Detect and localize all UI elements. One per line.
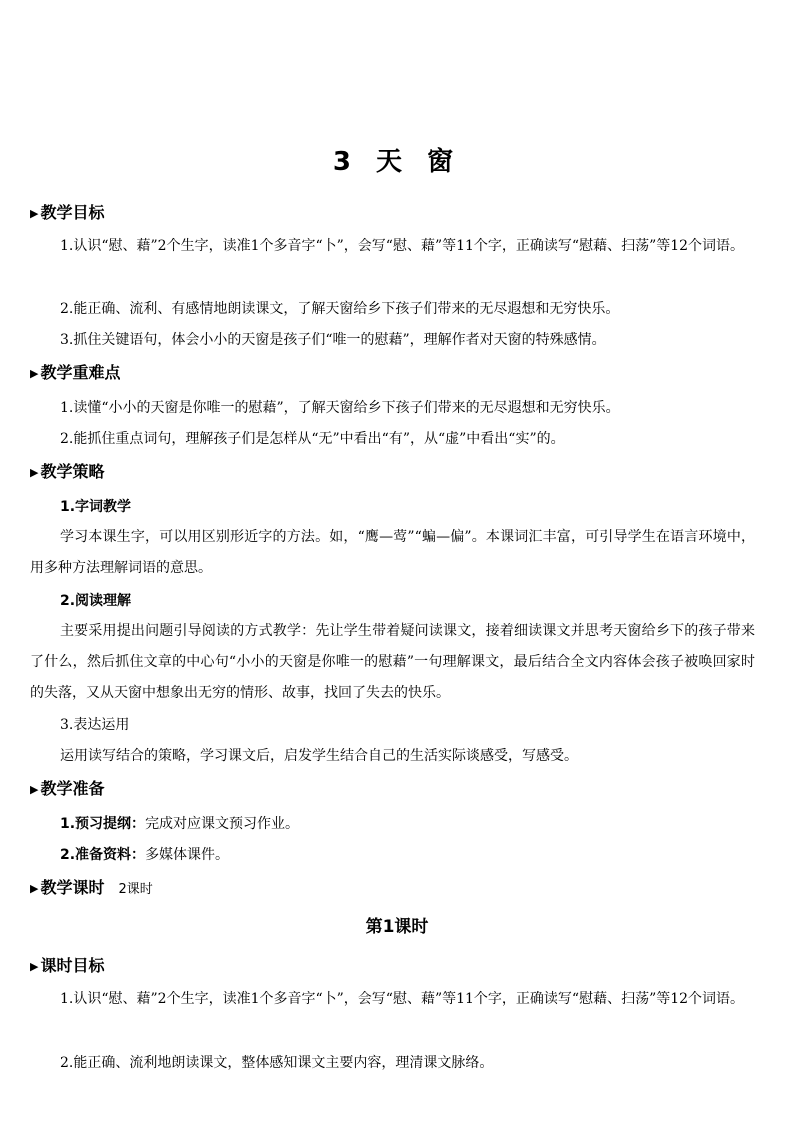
triangle-right-icon: ▶: [30, 466, 39, 479]
strategy-text-1: 学习本课生字，可以用区别形近字的方法。如，“鹰—莺”“蝙—偏”。本课词汇丰富，可引导学生在语言环境中，用多种方法理解词语的意思。: [30, 529, 755, 576]
hours-value: 2课时: [118, 882, 153, 897]
key-point-item-2: 2.能抓住重点词句，理解孩子们是怎样从“无”中看出“有”，从“虚”中看出“实”的。: [60, 431, 565, 447]
strategy-subheading-3: [60, 713, 129, 737]
triangle-right-icon: ▶: [30, 367, 39, 380]
strategy-subheading-2: [60, 589, 131, 613]
triangle-right-icon: ▶: [30, 882, 39, 895]
lesson-goal-item-1: 1.认识“慰、藉”2个生字，读准1个多音字“卜”，会写“慰、藉”等11个字，正确读写“慰藉、扫荡”等12个词语。: [60, 991, 745, 1007]
triangle-right-icon: ▶: [30, 783, 39, 796]
section-heading-label: 课时目标: [40, 956, 105, 975]
section-heading-label: 教学目标: [40, 203, 105, 222]
preparation-text: 多媒体课件。: [145, 847, 230, 863]
page-title: 3 天 窗: [332, 147, 462, 177]
triangle-right-icon: ▶: [30, 207, 39, 220]
preparation-label: 1.预习提纲：: [60, 816, 146, 832]
subheading-label: 1.字词教学: [60, 499, 132, 515]
section-heading-lesson-goals: [30, 954, 104, 979]
triangle-right-icon: ▶: [30, 960, 39, 973]
section-heading-preparation: [30, 777, 104, 802]
preparation-label: 2.准备资料：: [60, 847, 146, 863]
preparation-item-1: [60, 812, 299, 836]
section-heading-label: 教学准备: [40, 779, 105, 798]
goal-item-1: 1.认识“慰、藉”2个生字，读准1个多音字“卜”，会写“慰、藉”等11个字，正确读写“慰藉、扫荡”等12个词语。: [60, 238, 745, 254]
preparation-text: 完成对应课文预习作业。: [145, 816, 300, 832]
section-heading-key-points: [30, 361, 120, 386]
lesson-title: 第1课时: [365, 917, 429, 937]
strategy-subheading-1: [60, 495, 131, 519]
section-heading-label: 教学课时: [40, 878, 105, 897]
subheading-label: 3.表达运用: [60, 717, 130, 733]
preparation-item-2: [60, 843, 229, 867]
goal-item-2: 2.能正确、流利、有感情地朗读课文，了解天窗给乡下孩子们带来的无尽遐想和无穷快乐。: [60, 301, 620, 317]
section-heading-goals: [30, 201, 104, 226]
strategy-text-3: 运用读写结合的策略，学习课文后，启发学生结合自己的生活实际谈感受，写感受。: [60, 748, 578, 764]
strategy-text-2: 主要采用提出问题引导阅读的方式教学：先让学生带着疑问读课文，接着细读课文并思考天窗给乡下的孩子带来了什么，然后抓住文章的中心句“小小的天窗是你唯一的慰藉”一句理解课文，最后结合全文内容体会孩子被唤回家时的失落，又从天窗中想象出无穷的情形、故事，找回了失去的快乐。: [30, 623, 755, 701]
section-heading-label: 教学重难点: [40, 363, 121, 382]
section-heading-hours: [30, 876, 153, 902]
lesson-goal-item-2: 2.能正确、流利地朗读课文，整体感知课文主要内容，理清课文脉络。: [60, 1055, 494, 1071]
section-heading-strategy: [30, 460, 104, 485]
goal-item-3: 3.抓住关键语句，体会小小的天窗是孩子们“唯一的慰藉”，理解作者对天窗的特殊感情。: [60, 332, 606, 348]
key-point-item-1: 1.读懂“小小的天窗是你唯一的慰藉”，了解天窗给乡下孩子们带来的无尽遐想和无穷快乐。: [60, 400, 620, 416]
subheading-label: 2.阅读理解: [60, 593, 132, 609]
section-heading-label: 教学策略: [40, 462, 105, 481]
